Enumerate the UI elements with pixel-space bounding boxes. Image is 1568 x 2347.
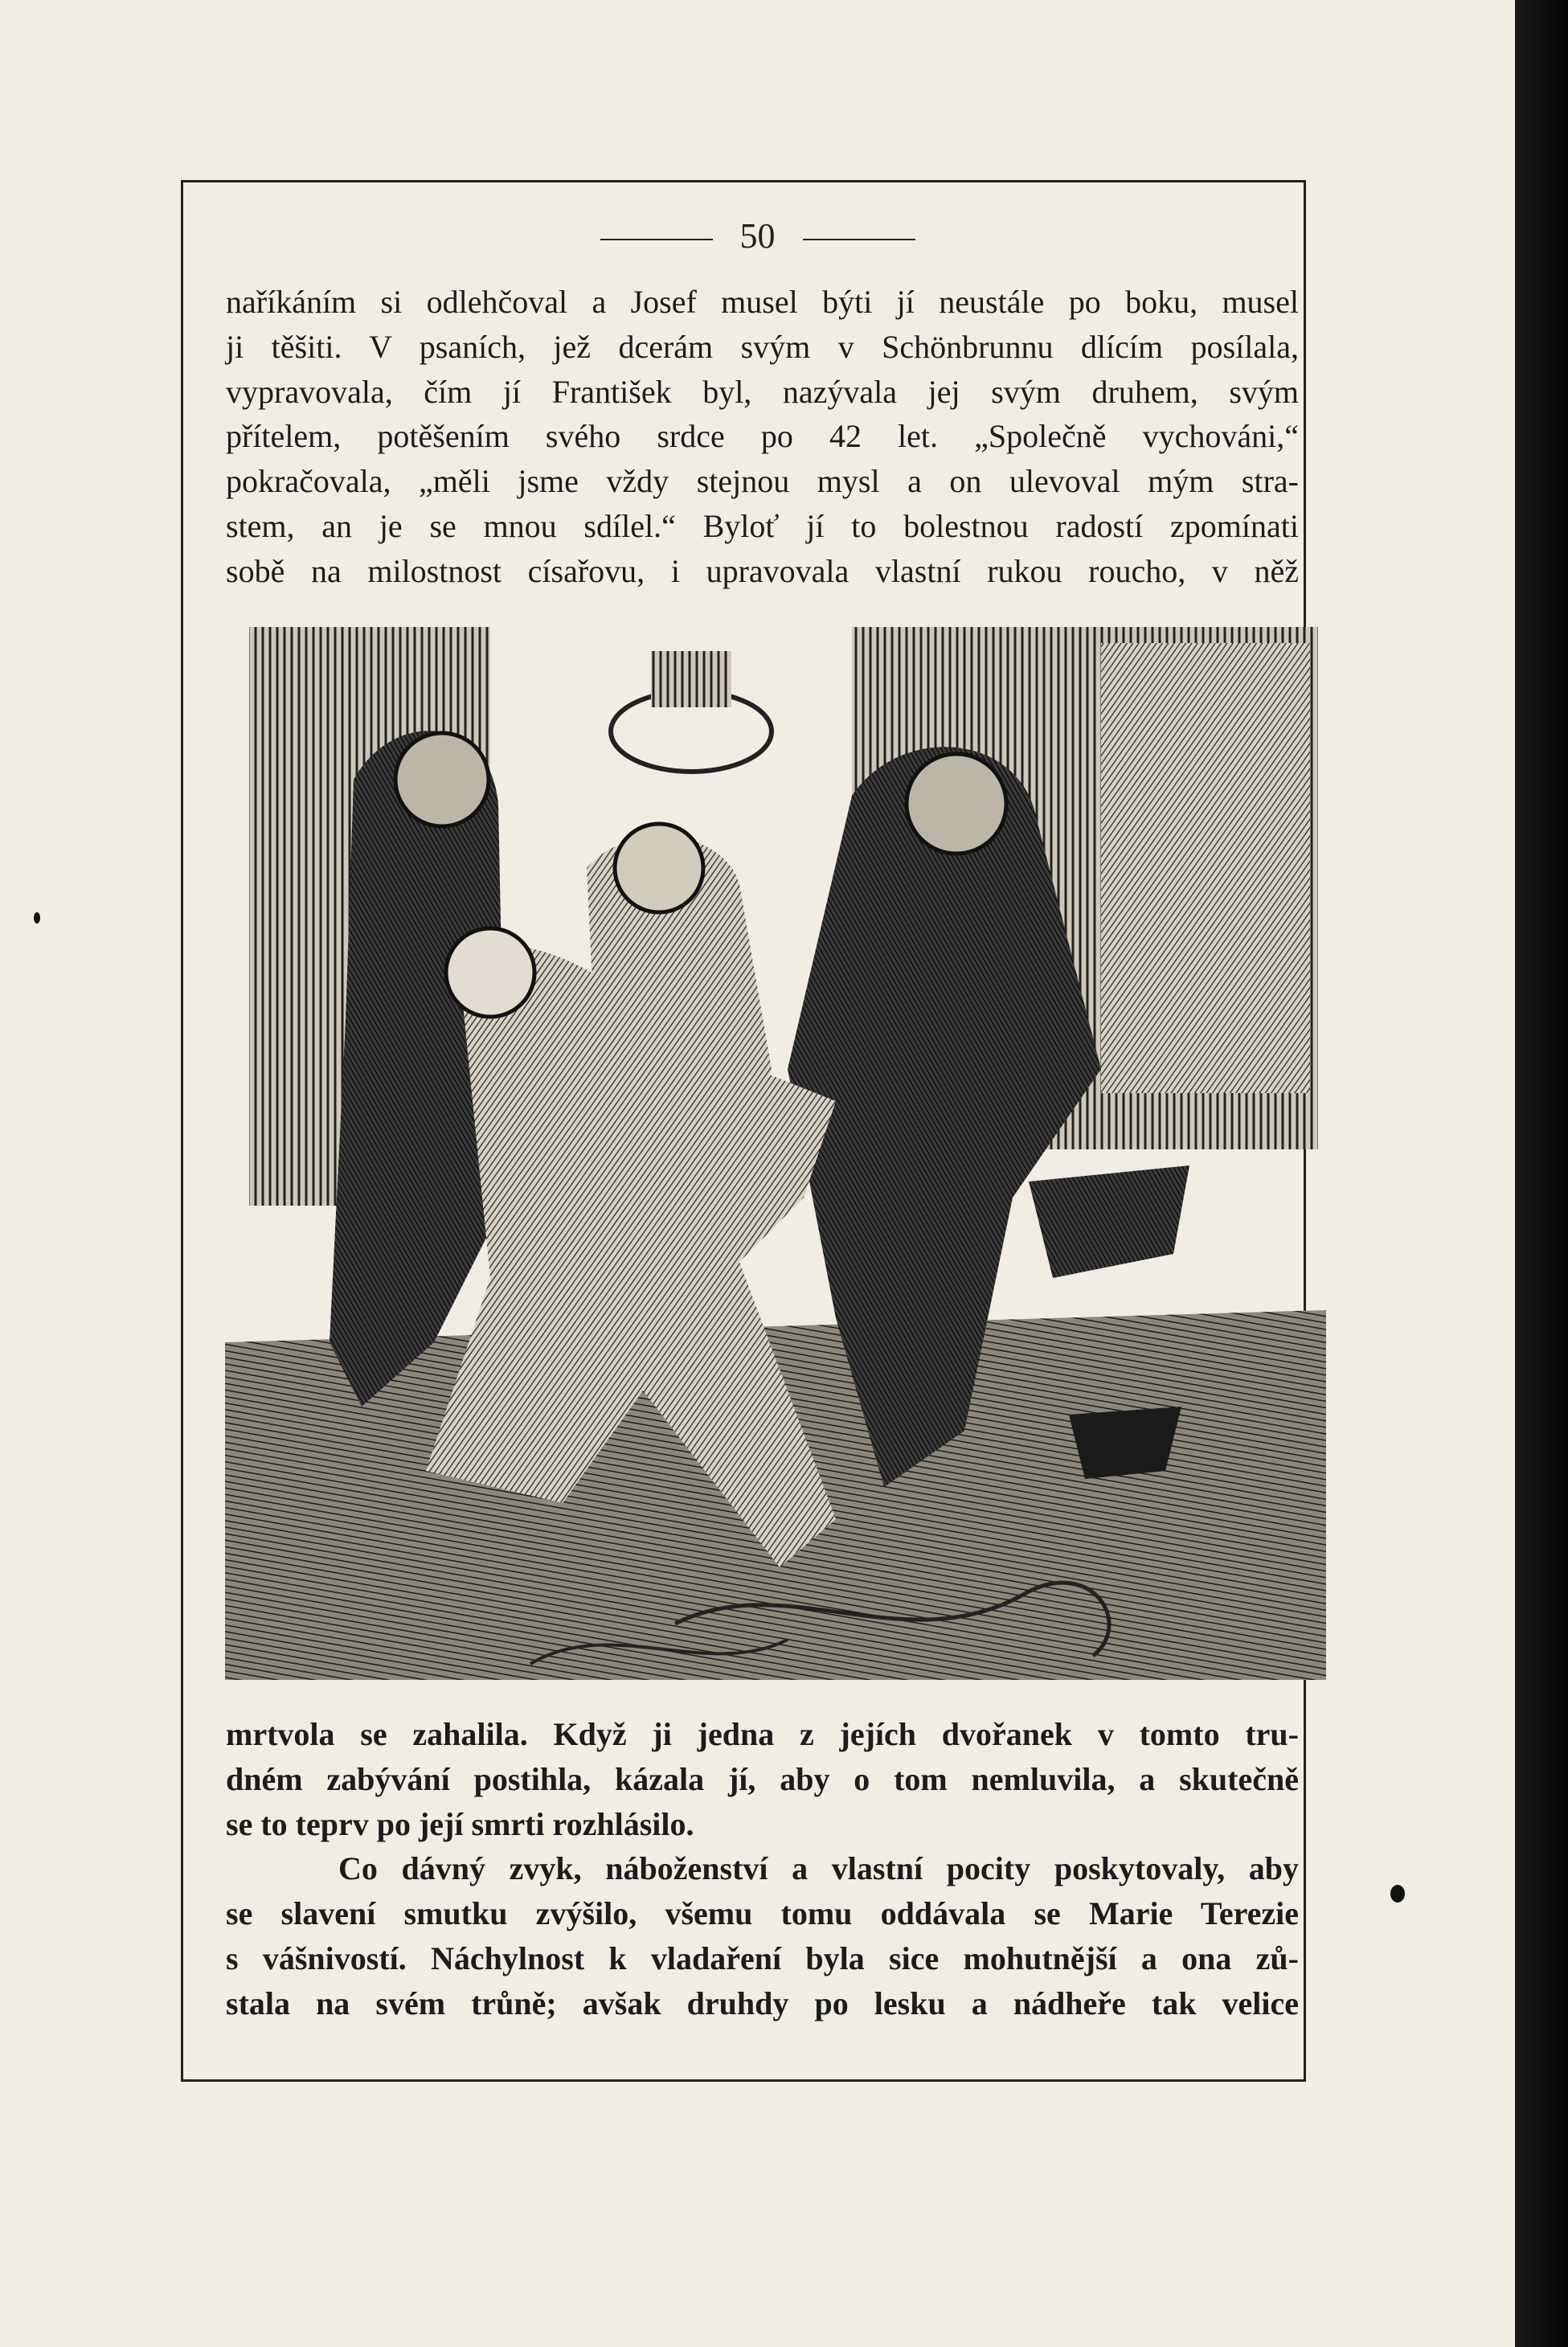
text-line: s vášnivostí. Náchylnost k vladaření byla sice mohutnější a ona zů- — [226, 1939, 1299, 1976]
ink-spot — [34, 912, 40, 924]
text-block-top — [226, 280, 1299, 594]
text-line: stem, an je se mnou sdílel.“ Byloť jí to bolestnou radostí zpomínati — [226, 507, 1299, 544]
figure-collapsing-head — [446, 928, 534, 1017]
page-number-rule-right — [803, 239, 915, 240]
text-line: dném zabývání postihla, kázala jí, aby o tom nemluvila, a skutečně — [226, 1760, 1299, 1797]
page-number-rule-left — [600, 239, 713, 240]
text-line: Co dávný zvyk, náboženství a vlastní pocity poskytovaly, aby — [338, 1850, 1299, 1887]
text-line: pokračovala, „měli jsme vždy stejnou mysl a on ulevoval mým stra- — [226, 463, 1299, 500]
tricorn-hat-held — [1029, 1165, 1189, 1278]
tricorn-hat-floor — [1069, 1407, 1181, 1479]
text-line: vypravovala, čím jí František byl, nazývala jej svým druhem, svým — [226, 373, 1299, 410]
text-line: naříkáním si odlehčoval a Josef musel býti jí neustále po boku, musel — [226, 284, 1299, 320]
figure-center-head — [615, 824, 703, 912]
text-line: ji těšiti. V psaních, jež dcerám svým v Schönbrunnu dlícím posílala, — [226, 328, 1299, 365]
text-line: se to teprv po její smrti rozhlásilo. — [226, 1805, 694, 1842]
text-line: mrtvola se zahalila. Když ji jedna z jejích dvořanek v tomto tru- — [226, 1716, 1299, 1752]
text-line: stala na svém trůně; avšak druhdy po lesku a nádheře tak velice — [226, 1985, 1299, 2021]
ink-spot — [1390, 1885, 1405, 1903]
text-line: se slavení smutku zvýšilo, všemu tomu oddávala se Marie Terezie — [226, 1895, 1299, 1932]
text-block-bottom — [226, 1712, 1299, 2026]
page-number: 50 — [739, 216, 776, 256]
engraving-illustration — [225, 619, 1326, 1680]
scan-edge — [1515, 0, 1568, 2347]
page-number-header — [0, 215, 1515, 256]
text-line: přítelem, potěšením svého srdce po 42 let. „Společně vychováni,“ — [226, 418, 1299, 455]
figure-right-head — [907, 754, 1006, 854]
ornate-panel — [1101, 643, 1310, 1093]
text-line: sobě na milostnost císařovu, i upravovala vlastní rukou roucho, v něž — [226, 552, 1299, 589]
figure-left-head — [395, 733, 489, 826]
